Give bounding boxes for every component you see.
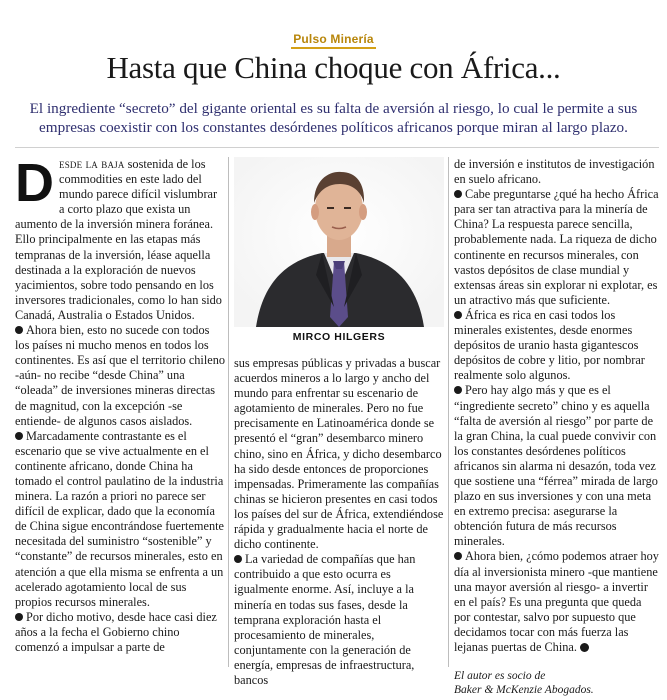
paragraph-text: Pero hay algo más y que es el “ingrediente secreto” chino y es aquella “falta de aversión al riesgo” por parte de la gran China, la cual puede convivir con los constantes desórdenes políticos africanos sin alarma ni desazón, toda vez que sostiene una “férrea” mirada de largo plazo en sus inversiones y con una meta en extremo precisa: asegurarse la obtención futura de más recursos minerales. <box>454 383 658 549</box>
bullet-icon <box>15 432 23 440</box>
paragraph-text: sus empresas públicas y privadas a buscar acuerdos mineros a lo largo y ancho del mundo para enfrentar su escenario de agotamiento de minerales. Pero no fue precisamente en Latinoamérica donde se presentó el “gran” desembarco minero chino, sino en África, y dicho desembarco ha sido desde entonces de proporciones impensadas. Primeramente las compañías chinas se hicieron presentes en casi todos los países del sur de África, extendiéndose rápida y gradualmente hacia el norte de dicho continente. <box>234 356 444 552</box>
paragraph <box>15 153 225 323</box>
article-column-1 <box>15 153 226 655</box>
bullet-icon <box>454 386 462 394</box>
paragraph <box>454 383 660 549</box>
portrait-illustration <box>234 157 444 327</box>
paragraph <box>454 187 660 308</box>
paragraph-text: La variedad de compañías que han contribuido a que esto ocurra es igualmente enorme. Así, incluye a la minería en todas sus fases, desde la temprana exploración hasta el procesamiento de minerales, conjuntamente con la generación de energía, empresas de infraestructura, bancos <box>234 552 416 687</box>
paragraph-text: de inversión e institutos de investigación en suelo africano. <box>454 157 655 187</box>
bullet-icon <box>454 552 462 560</box>
bullet-icon <box>454 311 462 319</box>
byline-line: El autor es socio de <box>454 670 546 683</box>
paragraph-text: sostenida de los commodities en este lado del mundo parece difícil vislumbrar a corto plazo que exista un aumento de la inversión minera foránea. Ello principalmente en las etapas más tempranas de la inversión, léase aquella destinada a la exploración de nuevos yacimientos, sobre todo pensando en los inversores tradicionales, como lo han sido Canadá, Australia o Estados Unidos. <box>15 157 222 322</box>
author-photo <box>234 157 444 327</box>
paragraph <box>454 157 660 187</box>
section-label: Pulso Minería <box>291 32 376 49</box>
column-divider-1 <box>228 157 229 667</box>
paragraph-text: Ahora bien, esto no sucede con todos los países ni mucho menos en todos los continentes. Es así que el territorio chileno -aún- no recibe “desde China” una “oleada” de inversiones mineras directas de magnitud, con la excepción -se entiende- de algunos casos aislados. <box>15 323 226 428</box>
paragraph <box>15 323 225 429</box>
column-divider-2 <box>448 157 449 667</box>
top-divider <box>15 147 659 148</box>
paragraph <box>15 610 225 655</box>
paragraph-text: Marcadamente contrastante es el escenario que se vive actualmente en el continente africano, donde China ha tomado el control paulatino de la industria minera. La razón a priori no parece ser difícil de explicar, dado que la economía de China sigue encontrándose fuertemente necesitada del suministro “sostenible” y “constante” de recursos minerales, esto en atención a que ella misma se enfrenta a un acelerado agotamiento local de sus propios recursos minerales. <box>15 428 224 609</box>
bullet-icon <box>15 613 23 621</box>
paragraph-text: Por dicho motivo, desde hace casi diez años a la fecha el Gobierno chino comenzó a impulsar a parte de <box>15 609 217 654</box>
deck: El ingrediente “secreto” del gigante oriental es su falta de aversión al riesgo, lo cual le permite a sus empresas coexistir con los constantes desórdenes políticos africanos porque miran al largo plazo. <box>29 100 638 136</box>
author-byline <box>454 669 660 697</box>
drop-cap: D <box>15 153 54 213</box>
article-column-2 <box>234 356 444 688</box>
byline-line: Baker & McKenzie Abogados. <box>454 684 594 697</box>
article-column-3 <box>454 157 660 697</box>
paragraph <box>454 308 660 383</box>
end-mark-icon <box>580 643 589 652</box>
paragraph <box>454 549 660 655</box>
bullet-icon <box>234 555 242 563</box>
bullet-icon <box>454 190 462 198</box>
bullet-icon <box>15 326 23 334</box>
section-tag <box>0 30 667 49</box>
lead-in: esde la baja <box>59 157 125 171</box>
paragraph <box>234 356 444 552</box>
paragraph-text: Ahora bien, ¿cómo podemos atraer hoy día al inversionista minero -que mantiene una mayor aversión al riesgo- a invertir en el país? Es una pregunta que queda por contestar, salvo por supuesto que decidamos tocar con más fuerza las lejanas puertas de China. <box>454 549 659 654</box>
paragraph <box>234 552 444 688</box>
paragraph-text: África es rica en casi todos los minerales existentes, desde enormes depósitos de uranio hasta gigantescos depósitos de cobre y litio, por nombrar realmente solo algunos. <box>454 307 645 383</box>
photo-caption: MIRCO HILGERS <box>292 331 386 343</box>
paragraph <box>15 429 225 610</box>
paragraph-text: Cabe preguntarse ¿qué ha hecho África para ser tan atractiva para la minería de China? La respuesta parece sencilla, probablemente nada. La riqueza de dicho continente en recursos minerales, con vastos depósitos de clase mundial y extensas áreas sin explorar ni explotar, es un atractivo más que suficiente. <box>454 187 659 307</box>
headline: Hasta que China choque con África... <box>106 50 561 85</box>
